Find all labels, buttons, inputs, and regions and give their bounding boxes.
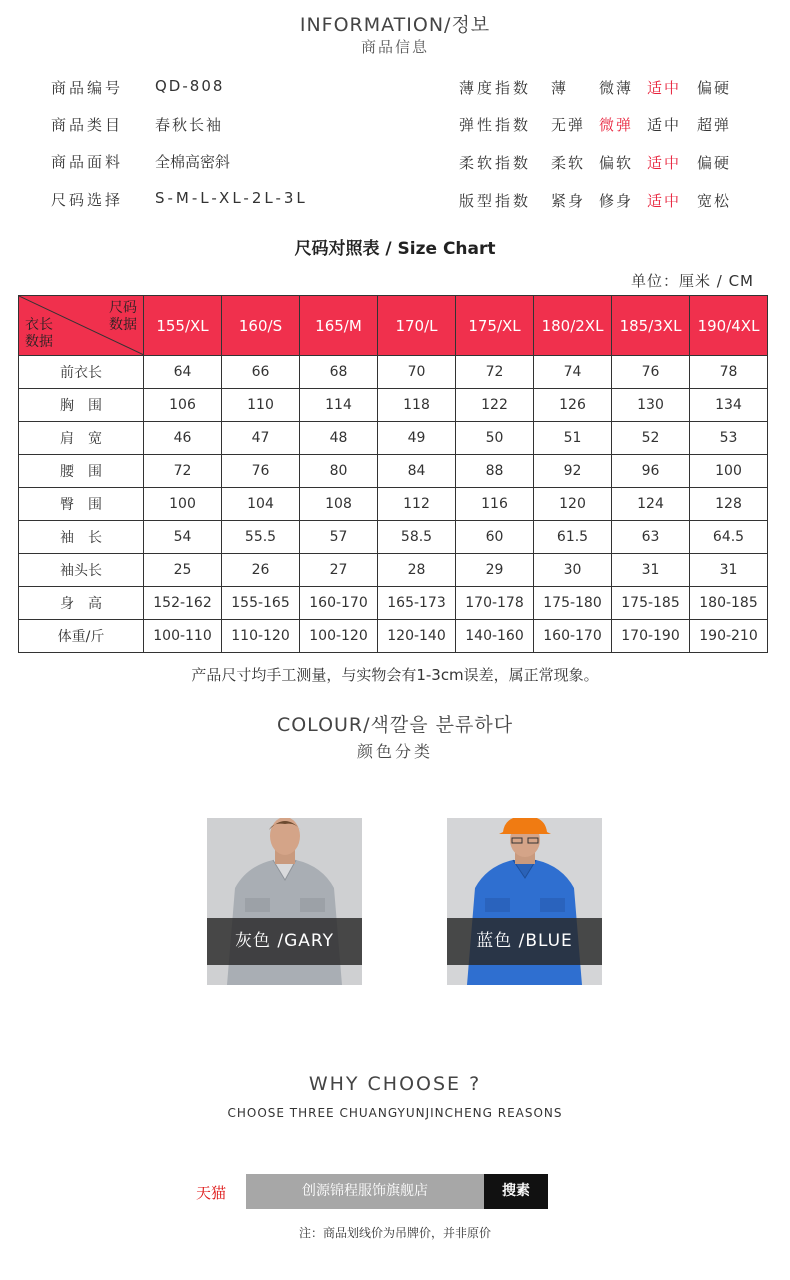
- size-value: 78: [690, 356, 768, 389]
- size-chart-row: [19, 422, 768, 455]
- index-option: 适中: [647, 154, 682, 172]
- size-value: 57: [300, 521, 378, 554]
- info-title: INFORMATION/정보: [299, 14, 491, 36]
- index-option: 修身: [599, 192, 634, 210]
- size-value: 140-160: [456, 620, 534, 653]
- tmall-label: 天猫: [196, 1184, 227, 1202]
- size-value: 54: [144, 521, 222, 554]
- colour-subtitle: 颜色分类: [356, 742, 433, 761]
- size-value: 80: [300, 455, 378, 488]
- size-value: 120-140: [378, 620, 456, 653]
- size-value: 70: [378, 356, 456, 389]
- size-value: 53: [690, 422, 768, 455]
- size-value: 63: [612, 521, 690, 554]
- size-value: 100: [690, 455, 768, 488]
- corner-bottom-line: 衣长: [25, 317, 53, 333]
- size-chart-row: [19, 488, 768, 521]
- size-value: 30: [534, 554, 612, 587]
- size-value: 152-162: [144, 587, 222, 620]
- size-chart-table: [18, 295, 768, 653]
- size-value: 68: [300, 356, 378, 389]
- why-subtitle: CHOOSE THREE CHUANGYUNJINCHENG REASONS: [227, 1106, 563, 1120]
- size-chart-row: [19, 389, 768, 422]
- size-header: 180/2XL: [534, 296, 612, 356]
- size-value: 112: [378, 488, 456, 521]
- index-option: 无弹: [551, 116, 586, 134]
- size-value: 58.5: [378, 521, 456, 554]
- size-chart-row: [19, 620, 768, 653]
- index-option: 超弹: [697, 116, 732, 134]
- size-value: 106: [144, 389, 222, 422]
- size-header: 165/M: [300, 296, 378, 356]
- size-value: 74: [534, 356, 612, 389]
- size-value: 126: [534, 389, 612, 422]
- size-value: 76: [222, 455, 300, 488]
- index-option: 偏硬: [697, 154, 732, 172]
- size-header: 185/3XL: [612, 296, 690, 356]
- size-value: 110-120: [222, 620, 300, 653]
- size-value: 27: [300, 554, 378, 587]
- info-subtitle: 商品信息: [360, 38, 429, 56]
- size-value: 61.5: [534, 521, 612, 554]
- corner-top-line: 数据: [109, 317, 137, 333]
- why-title: WHY CHOOSE ?: [308, 1073, 482, 1095]
- size-value: 130: [612, 389, 690, 422]
- index-option: 微弹: [599, 116, 634, 134]
- row-label: 臀 围: [19, 488, 144, 521]
- size-chart-title: 尺码对照表 / Size Chart: [294, 239, 496, 259]
- size-header: 170/L: [378, 296, 456, 356]
- size-header: 175/XL: [456, 296, 534, 356]
- size-value: 175-185: [612, 587, 690, 620]
- index-label: 薄度指数: [459, 79, 532, 97]
- size-value: 165-173: [378, 587, 456, 620]
- info-value: QD-808: [155, 77, 225, 95]
- size-value: 120: [534, 488, 612, 521]
- index-label: 柔软指数: [459, 154, 532, 172]
- info-label: 商品类目: [51, 116, 124, 134]
- colour-label: 蓝色 /BLUE: [447, 918, 602, 965]
- size-value: 124: [612, 488, 690, 521]
- index-option: 偏软: [599, 154, 634, 172]
- corner-top-label: [109, 300, 137, 334]
- row-label: 肩 宽: [19, 422, 144, 455]
- size-value: 92: [534, 455, 612, 488]
- index-option: 薄: [551, 79, 569, 97]
- index-option: 宽松: [697, 192, 732, 210]
- measurement-note: 产品尺寸均手工测量，与实物会有1-3cm误差，属正常现象。: [191, 666, 599, 684]
- size-chart-row: [19, 587, 768, 620]
- size-value: 155-165: [222, 587, 300, 620]
- size-value: 96: [612, 455, 690, 488]
- row-label: 袖头长: [19, 554, 144, 587]
- corner-bottom-line: 数据: [25, 334, 53, 350]
- row-label: 胸 围: [19, 389, 144, 422]
- size-value: 116: [456, 488, 534, 521]
- size-value: 190-210: [690, 620, 768, 653]
- size-value: 28: [378, 554, 456, 587]
- size-chart-row: [19, 521, 768, 554]
- size-value: 104: [222, 488, 300, 521]
- colour-option-gray[interactable]: [207, 818, 362, 985]
- index-option: 适中: [647, 192, 682, 210]
- size-value: 76: [612, 356, 690, 389]
- size-value: 114: [300, 389, 378, 422]
- search-button[interactable]: 搜素: [484, 1174, 548, 1209]
- info-value: 春秋长袖: [155, 116, 224, 134]
- size-value: 64.5: [690, 521, 768, 554]
- size-header: 190/4XL: [690, 296, 768, 356]
- size-value: 64: [144, 356, 222, 389]
- index-label: 版型指数: [459, 192, 532, 210]
- size-header: 155/XL: [144, 296, 222, 356]
- corner-bottom-label: [25, 317, 53, 351]
- size-value: 31: [612, 554, 690, 587]
- size-value: 160-170: [534, 620, 612, 653]
- index-option: 适中: [647, 79, 682, 97]
- size-value: 180-185: [690, 587, 768, 620]
- index-option: 柔软: [551, 154, 586, 172]
- size-value: 26: [222, 554, 300, 587]
- index-option: 微薄: [599, 79, 634, 97]
- size-value: 100: [144, 488, 222, 521]
- size-chart-row: [19, 554, 768, 587]
- size-value: 52: [612, 422, 690, 455]
- size-value: 46: [144, 422, 222, 455]
- size-chart-header-row: [19, 296, 768, 356]
- info-label: 商品编号: [51, 79, 124, 97]
- size-value: 48: [300, 422, 378, 455]
- size-value: 88: [456, 455, 534, 488]
- info-label: 尺码选择: [51, 191, 124, 209]
- row-label: 前衣长: [19, 356, 144, 389]
- size-chart-corner: [19, 296, 144, 356]
- store-search-input[interactable]: 创源锦程服饰旗舰店: [246, 1174, 484, 1209]
- info-value: 全棉高密斜: [155, 153, 231, 171]
- size-value: 170-190: [612, 620, 690, 653]
- info-value: S-M-L-XL-2L-3L: [155, 189, 308, 207]
- size-value: 72: [144, 455, 222, 488]
- size-value: 128: [690, 488, 768, 521]
- size-value: 100-120: [300, 620, 378, 653]
- size-value: 51: [534, 422, 612, 455]
- size-chart-row: [19, 356, 768, 389]
- size-value: 110: [222, 389, 300, 422]
- index-option: 偏硬: [697, 79, 732, 97]
- size-value: 108: [300, 488, 378, 521]
- size-value: 170-178: [456, 587, 534, 620]
- size-value: 100-110: [144, 620, 222, 653]
- size-value: 29: [456, 554, 534, 587]
- size-value: 134: [690, 389, 768, 422]
- size-value: 31: [690, 554, 768, 587]
- price-note: 注：商品划线价为吊牌价，并非原价: [298, 1226, 491, 1240]
- size-chart-unit: 单位：厘米 / CM: [630, 272, 754, 290]
- size-value: 55.5: [222, 521, 300, 554]
- size-header: 160/S: [222, 296, 300, 356]
- row-label: 袖 长: [19, 521, 144, 554]
- size-value: 84: [378, 455, 456, 488]
- size-value: 160-170: [300, 587, 378, 620]
- size-value: 47: [222, 422, 300, 455]
- index-label: 弹性指数: [459, 116, 532, 134]
- index-option: 适中: [647, 116, 682, 134]
- row-label: 腰 围: [19, 455, 144, 488]
- index-option: 紧身: [551, 192, 586, 210]
- row-label: 体重/斤: [19, 620, 144, 653]
- size-value: 122: [456, 389, 534, 422]
- size-value: 60: [456, 521, 534, 554]
- size-value: 49: [378, 422, 456, 455]
- corner-top-line: 尺码: [109, 300, 137, 316]
- colour-title: COLOUR/색깔을 분류하다: [276, 714, 514, 736]
- row-label: 身 高: [19, 587, 144, 620]
- size-value: 118: [378, 389, 456, 422]
- colour-option-blue[interactable]: [447, 818, 602, 985]
- size-value: 66: [222, 356, 300, 389]
- size-value: 175-180: [534, 587, 612, 620]
- size-chart-row: [19, 455, 768, 488]
- size-value: 50: [456, 422, 534, 455]
- size-value: 72: [456, 356, 534, 389]
- colour-label: 灰色 /GARY: [207, 918, 362, 965]
- size-value: 25: [144, 554, 222, 587]
- info-label: 商品面料: [51, 153, 124, 171]
